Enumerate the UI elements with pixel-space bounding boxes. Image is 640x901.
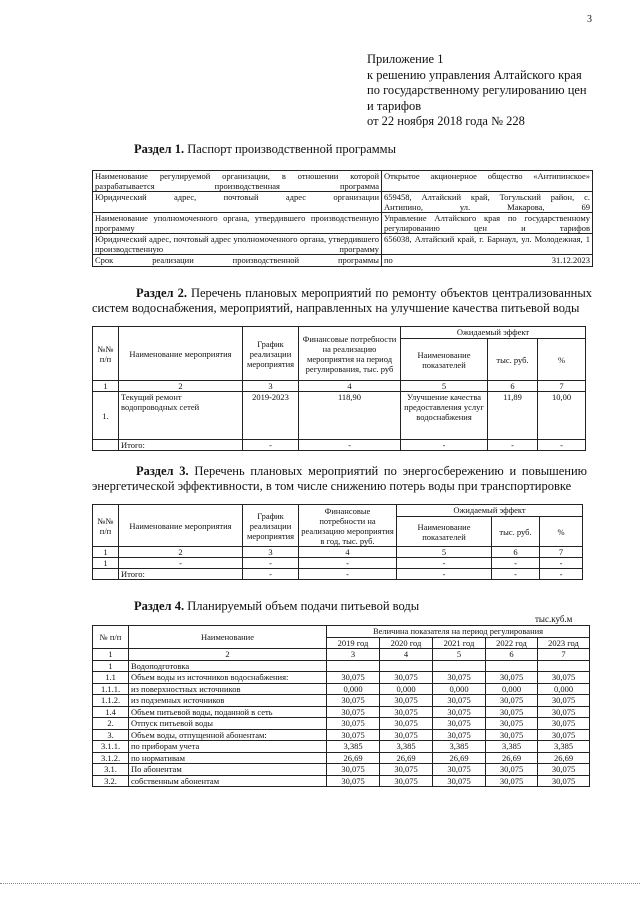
- column-number: 4: [299, 547, 397, 558]
- column-number: 7: [540, 547, 583, 558]
- column-number-row: [93, 649, 590, 661]
- col-header-name: Наименование мероприятия: [119, 327, 243, 381]
- passport-table: [92, 170, 593, 267]
- total-label: Итого:: [119, 440, 243, 451]
- table-row: [93, 213, 593, 234]
- cell-name: Объем воды, отпущенной абонентам:: [129, 729, 327, 741]
- col-header-thousand: тыс. руб.: [492, 517, 540, 547]
- cell-num: 3.1.: [93, 764, 129, 776]
- cell-value: 30,075: [380, 775, 433, 787]
- total-thousand: -: [488, 440, 538, 451]
- cell-value: 30,075: [538, 695, 590, 707]
- cell-value: 30,075: [327, 729, 380, 741]
- table-row: [93, 775, 590, 787]
- cell-value: 30,075: [538, 718, 590, 730]
- cell-num: 1.1.1.: [93, 683, 129, 695]
- cell-name: Объем питьевой воды, поданной в сеть: [129, 706, 327, 718]
- cell-value: 26,69: [486, 752, 538, 764]
- table-row: [93, 683, 590, 695]
- page-bottom-line: [0, 883, 640, 884]
- total-row: [93, 569, 583, 580]
- cell-value: 30,075: [486, 695, 538, 707]
- cell-value: 26,69: [538, 752, 590, 764]
- cell-value: 26,69: [380, 752, 433, 764]
- section2-title: Перечень плановых мероприятий по ремонту объектов централизованных систем водоснабжения, мероприятий, направленных на улучшение качества питьевой воды: [92, 286, 592, 315]
- cell-name: Объем воды из источников водоснабжения:: [129, 672, 327, 684]
- column-number: 5: [397, 547, 492, 558]
- table-row: [93, 171, 593, 192]
- total-percent: -: [540, 569, 583, 580]
- cell-name: по приборам учета: [129, 741, 327, 753]
- cell-value: 30,075: [538, 729, 590, 741]
- col-header-effect: Ожидаемый эффект: [397, 505, 583, 517]
- col-header-name: Наименование: [129, 626, 327, 649]
- table-row: [93, 660, 590, 672]
- passport-value: 656038, Алтайский край, г. Барнаул, ул. Молодежная, 1: [382, 234, 593, 255]
- cell-name: из поверхностных источников: [129, 683, 327, 695]
- cell-value: 30,075: [380, 729, 433, 741]
- cell-value: 0,000: [327, 683, 380, 695]
- cell-num: 3.1.1.: [93, 741, 129, 753]
- passport-key: Наименование уполномоченного органа, утвердившего производственную программу: [93, 213, 382, 234]
- col-header-indicator: Наименование показателей: [401, 339, 488, 381]
- table-row: [93, 234, 593, 255]
- cell-value: 30,075: [486, 729, 538, 741]
- cell-value: 30,075: [486, 706, 538, 718]
- section1-title: Паспорт производственной программы: [187, 142, 396, 156]
- total-label: Итого:: [119, 569, 243, 580]
- table-row: [93, 255, 593, 267]
- cell-value: 30,075: [327, 775, 380, 787]
- cell-num: 3.2.: [93, 775, 129, 787]
- column-number-row: [93, 547, 583, 558]
- section3-label: Раздел 3.: [136, 464, 189, 478]
- cell-name: Отпуск питьевой воды: [129, 718, 327, 730]
- appendix-line: к решению управления Алтайского края: [367, 67, 582, 82]
- section4-label: Раздел 4.: [134, 599, 185, 613]
- cell-num: 1.: [93, 392, 119, 440]
- cell-value: 30,075: [327, 672, 380, 684]
- column-number: 4: [299, 381, 401, 392]
- table-row: [93, 752, 590, 764]
- total-indicator: -: [401, 440, 488, 451]
- col-header-year: 2020 год: [380, 637, 433, 649]
- column-number: 6: [488, 381, 538, 392]
- cell-num: 2.: [93, 718, 129, 730]
- cell-finance: 118,90: [299, 392, 401, 440]
- cell-value: 30,075: [433, 718, 486, 730]
- section2-label: Раздел 2.: [136, 286, 187, 300]
- column-number: 6: [486, 649, 538, 661]
- column-number: 2: [129, 649, 327, 661]
- cell-schedule: -: [243, 558, 299, 569]
- appendix-block: [367, 52, 617, 130]
- col-header-finance: Финансовые потребности на реализацию мероприятия на период регулирования, тыс. руб: [299, 327, 401, 381]
- cell-schedule: 2019-2023: [243, 392, 299, 440]
- col-header-year: 2019 год: [327, 637, 380, 649]
- column-number: 5: [401, 381, 488, 392]
- col-header-name: Наименование мероприятия: [119, 505, 243, 547]
- col-header-year: 2021 год: [433, 637, 486, 649]
- section4-heading: [134, 599, 419, 614]
- section1-label: Раздел 1.: [134, 142, 185, 156]
- cell-value: 30,075: [486, 672, 538, 684]
- cell-name: по нормативам: [129, 752, 327, 764]
- cell-num: 1: [93, 558, 119, 569]
- table-row: [93, 706, 590, 718]
- appendix-line: по государственному регулированию цен: [367, 83, 587, 97]
- cell-value: 30,075: [380, 695, 433, 707]
- column-number: 2: [119, 381, 243, 392]
- total-schedule: -: [243, 569, 299, 580]
- cell-num: 1.1.2.: [93, 695, 129, 707]
- column-number: 3: [243, 547, 299, 558]
- cell-value: 3,385: [538, 741, 590, 753]
- cell-value: 30,075: [538, 706, 590, 718]
- table-row: [93, 558, 583, 569]
- table-row: [93, 695, 590, 707]
- cell-value: 30,075: [380, 718, 433, 730]
- passport-key: Наименование регулируемой организации, в отношении которой разрабатывается производственная программа: [93, 171, 382, 192]
- col-header-schedule: График реализации мероприятия: [243, 327, 299, 381]
- total-finance: -: [299, 440, 401, 451]
- total-row: [93, 440, 586, 451]
- cell-value: 30,075: [486, 718, 538, 730]
- cell-value: 30,075: [433, 729, 486, 741]
- cell-value: [327, 660, 380, 672]
- total-percent: -: [538, 440, 586, 451]
- section4-title: Планируемый объем подачи питьевой воды: [187, 599, 420, 613]
- table-row: [93, 718, 590, 730]
- cell-percent: -: [540, 558, 583, 569]
- column-number-row: [93, 381, 586, 392]
- cell-name: -: [119, 558, 243, 569]
- cell-value: [380, 660, 433, 672]
- appendix-line: от 22 ноября 2018 года № 228: [367, 114, 525, 128]
- section1-heading: [134, 142, 396, 157]
- cell-finance: -: [299, 558, 397, 569]
- col-header-year: 2023 год: [538, 637, 590, 649]
- total-schedule: -: [243, 440, 299, 451]
- total-finance: -: [299, 569, 397, 580]
- column-number: 4: [380, 649, 433, 661]
- total-thousand: -: [492, 569, 540, 580]
- cell-num: 1: [93, 660, 129, 672]
- cell-value: 30,075: [538, 672, 590, 684]
- table-row: [93, 764, 590, 776]
- cell-value: 26,69: [327, 752, 380, 764]
- col-header-year: 2022 год: [486, 637, 538, 649]
- column-number: 3: [327, 649, 380, 661]
- cell-value: 3,385: [486, 741, 538, 753]
- passport-value: Управление Алтайского края по государственному регулированию цен и тарифов: [382, 213, 593, 234]
- passport-value: 659458, Алтайский край, Тогульский район, с. Антипино, ул. Макарова, 69: [382, 192, 593, 213]
- col-header-num: №№ п/п: [93, 327, 119, 381]
- col-header-percent: %: [538, 339, 586, 381]
- cell-thousand: 11,89: [488, 392, 538, 440]
- cell-value: 30,075: [327, 695, 380, 707]
- passport-key: Срок реализации производственной программы: [93, 255, 382, 267]
- col-header-effect: Ожидаемый эффект: [401, 327, 586, 339]
- column-number: 7: [538, 381, 586, 392]
- cell-value: 30,075: [327, 718, 380, 730]
- appendix-line: и тарифов: [367, 98, 422, 113]
- cell-value: 30,075: [433, 764, 486, 776]
- page-number: 3: [587, 14, 592, 25]
- cell-name: Текущий ремонт водопроводных сетей: [119, 392, 243, 440]
- col-header-num: № п/п: [93, 626, 129, 649]
- cell-num: 1.1: [93, 672, 129, 684]
- cell-indicator: -: [397, 558, 492, 569]
- cell-value: 30,075: [538, 775, 590, 787]
- repair-measures-table: [92, 326, 586, 451]
- section3-heading: [92, 464, 587, 494]
- cell-value: 3,385: [433, 741, 486, 753]
- cell-value: 30,075: [380, 764, 433, 776]
- cell-value: 0,000: [538, 683, 590, 695]
- col-header-schedule: График реализации мероприятия: [243, 505, 299, 547]
- cell-value: [433, 660, 486, 672]
- column-number: 1: [93, 649, 129, 661]
- cell-name: из подземных источников: [129, 695, 327, 707]
- cell-thousand: -: [492, 558, 540, 569]
- col-header-percent: %: [540, 517, 583, 547]
- cell-value: 30,075: [327, 706, 380, 718]
- cell-value: 30,075: [486, 764, 538, 776]
- table-row: [93, 729, 590, 741]
- cell-value: 30,075: [327, 764, 380, 776]
- col-header-indicator: Наименование показателей: [397, 517, 492, 547]
- column-number: 2: [119, 547, 243, 558]
- column-number: 6: [492, 547, 540, 558]
- cell-value: 30,075: [433, 775, 486, 787]
- cell-value: 30,075: [486, 775, 538, 787]
- col-header-thousand: тыс. руб.: [488, 339, 538, 381]
- cell-value: 30,075: [380, 672, 433, 684]
- cell-num: 3.1.2.: [93, 752, 129, 764]
- table-row: [93, 192, 593, 213]
- water-supply-volume-table: [92, 625, 590, 787]
- cell-value: [538, 660, 590, 672]
- column-number: 5: [433, 649, 486, 661]
- table-row: [93, 672, 590, 684]
- section2-heading: [92, 286, 592, 316]
- passport-key: Юридический адрес, почтовый адрес организации: [93, 192, 382, 213]
- cell-empty: [93, 440, 119, 451]
- cell-value: 0,000: [380, 683, 433, 695]
- cell-indicator: Улучшение качества предоставления услуг водоснабжения: [401, 392, 488, 440]
- cell-name: Водоподготовка: [129, 660, 327, 672]
- column-number: 3: [243, 381, 299, 392]
- unit-label: тыс.куб.м: [535, 614, 573, 624]
- column-number: 1: [93, 547, 119, 558]
- passport-value: Открытое акционерное общество «Антипинское»: [382, 171, 593, 192]
- column-number: 1: [93, 381, 119, 392]
- cell-value: 30,075: [433, 695, 486, 707]
- appendix-line: Приложение 1: [367, 52, 444, 66]
- section3-title: Перечень плановых мероприятий по энергосбережению и повышению энергетической эффективности, в том числе снижению потерь воды при транспортировке: [92, 464, 588, 493]
- table-row: [93, 741, 590, 753]
- cell-empty: [93, 569, 119, 580]
- cell-value: 3,385: [327, 741, 380, 753]
- cell-value: 0,000: [486, 683, 538, 695]
- total-indicator: -: [397, 569, 492, 580]
- cell-value: 0,000: [433, 683, 486, 695]
- cell-name: По абонентам: [129, 764, 327, 776]
- cell-value: 30,075: [433, 706, 486, 718]
- passport-value: по 31.12.2023: [382, 255, 593, 267]
- passport-key: Юридический адрес, почтовый адрес уполномоченного органа, утвердившего производственную программу: [93, 234, 382, 255]
- cell-name: собственным абонентам: [129, 775, 327, 787]
- cell-value: [486, 660, 538, 672]
- cell-percent: 10,00: [538, 392, 586, 440]
- column-number: 7: [538, 649, 590, 661]
- cell-num: 1.4: [93, 706, 129, 718]
- col-header-period: Величина показателя на период регулирования: [327, 626, 590, 638]
- cell-value: 30,075: [433, 672, 486, 684]
- cell-value: 30,075: [380, 706, 433, 718]
- cell-num: 3.: [93, 729, 129, 741]
- table-row: [93, 392, 586, 440]
- col-header-num: №№ п/п: [93, 505, 119, 547]
- cell-value: 3,385: [380, 741, 433, 753]
- cell-value: 26,69: [433, 752, 486, 764]
- col-header-finance: Финансовые потребности на реализацию мероприятия в год, тыс. руб.: [299, 505, 397, 547]
- cell-value: 30,075: [538, 764, 590, 776]
- energy-measures-table: [92, 504, 583, 580]
